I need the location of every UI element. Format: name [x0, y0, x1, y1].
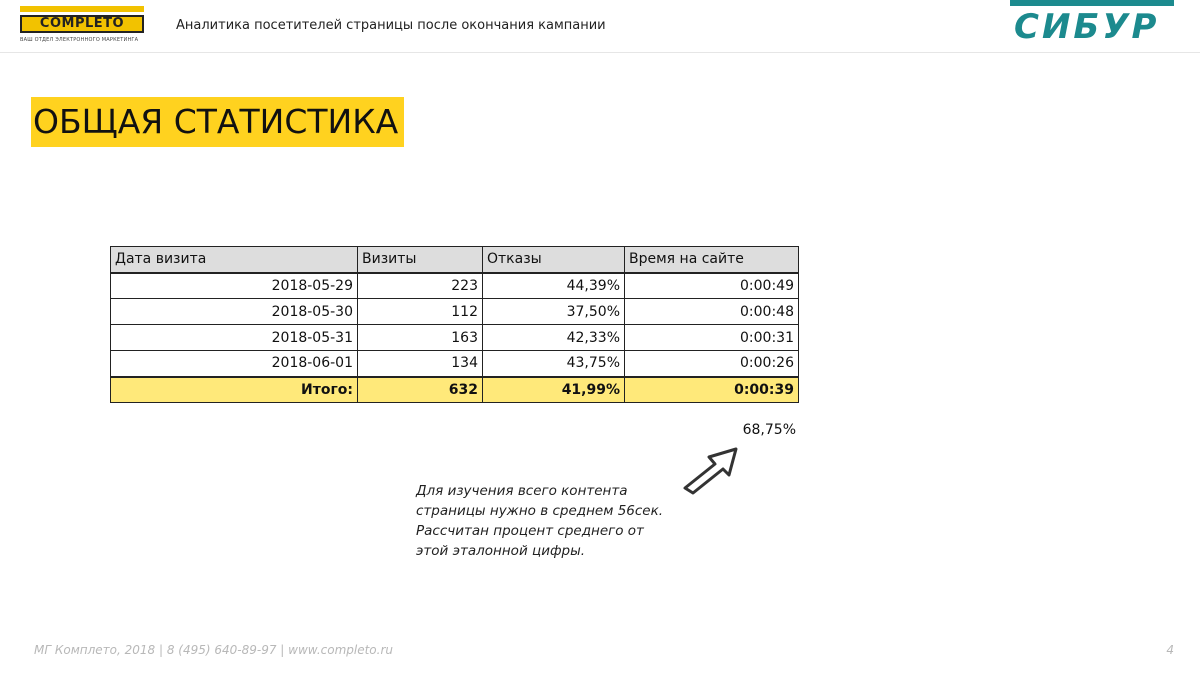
column-header-time: Время на сайте [625, 247, 799, 273]
total-visits: 632 [358, 377, 483, 403]
cell-date: 2018-05-30 [111, 299, 358, 325]
visits-table [110, 246, 799, 403]
logo-top-bar [20, 6, 144, 12]
cell-date: 2018-05-31 [111, 325, 358, 351]
cell-visits: 163 [358, 325, 483, 351]
completo-logo [18, 6, 146, 48]
sibur-wordmark: СИБУР [1014, 7, 1160, 47]
column-header-bounces: Отказы [483, 247, 625, 273]
cell-visits: 112 [358, 299, 483, 325]
table-row [111, 299, 799, 325]
cell-time: 0:00:31 [625, 325, 799, 351]
column-header-date: Дата визита [111, 247, 358, 273]
header-divider [0, 52, 1200, 53]
cell-time: 0:00:49 [625, 273, 799, 299]
table-row [111, 325, 799, 351]
cell-date: 2018-05-29 [111, 273, 358, 299]
sibur-top-bar [1010, 0, 1174, 6]
total-label: Итого: [111, 377, 358, 403]
completo-tagline: ВАШ ОТДЕЛ ЭЛЕКТРОННОГО МАРКЕТИНГА [20, 37, 139, 43]
cell-bounces: 42,33% [483, 325, 625, 351]
cell-visits: 223 [358, 273, 483, 299]
cell-bounces: 44,39% [483, 273, 625, 299]
completo-wordmark: COMPLETO [20, 15, 144, 33]
note-text [416, 481, 716, 561]
header-title: Аналитика посетителей страницы после окончания кампании [176, 18, 606, 33]
note-line: Рассчитан процент среднего от [416, 523, 644, 539]
cell-bounces: 37,50% [483, 299, 625, 325]
cell-bounces: 43,75% [483, 351, 625, 377]
note-line: страницы нужно в среднем 56сек. [416, 503, 664, 519]
sibur-logo [1010, 0, 1174, 48]
total-bounces: 41,99% [483, 377, 625, 403]
column-header-visits: Визиты [358, 247, 483, 273]
cell-time: 0:00:48 [625, 299, 799, 325]
cell-date: 2018-06-01 [111, 351, 358, 377]
page-number: 4 [1166, 643, 1174, 657]
cell-time: 0:00:26 [625, 351, 799, 377]
total-row [111, 377, 799, 403]
section-title: ОБЩАЯ СТАТИСТИКА [31, 97, 404, 147]
table-row [111, 273, 799, 299]
table-header-row [111, 247, 799, 273]
cell-visits: 134 [358, 351, 483, 377]
note-line: этой эталонной цифры. [416, 543, 586, 559]
table-row [111, 351, 799, 377]
total-time: 0:00:39 [625, 377, 799, 403]
note-line: Для изучения всего контента [416, 483, 628, 499]
footer-text: МГ Комплето, 2018 | 8 (495) 640-89-97 | www.completo.ru [34, 643, 393, 657]
reference-percent: 68,75% [742, 422, 796, 438]
